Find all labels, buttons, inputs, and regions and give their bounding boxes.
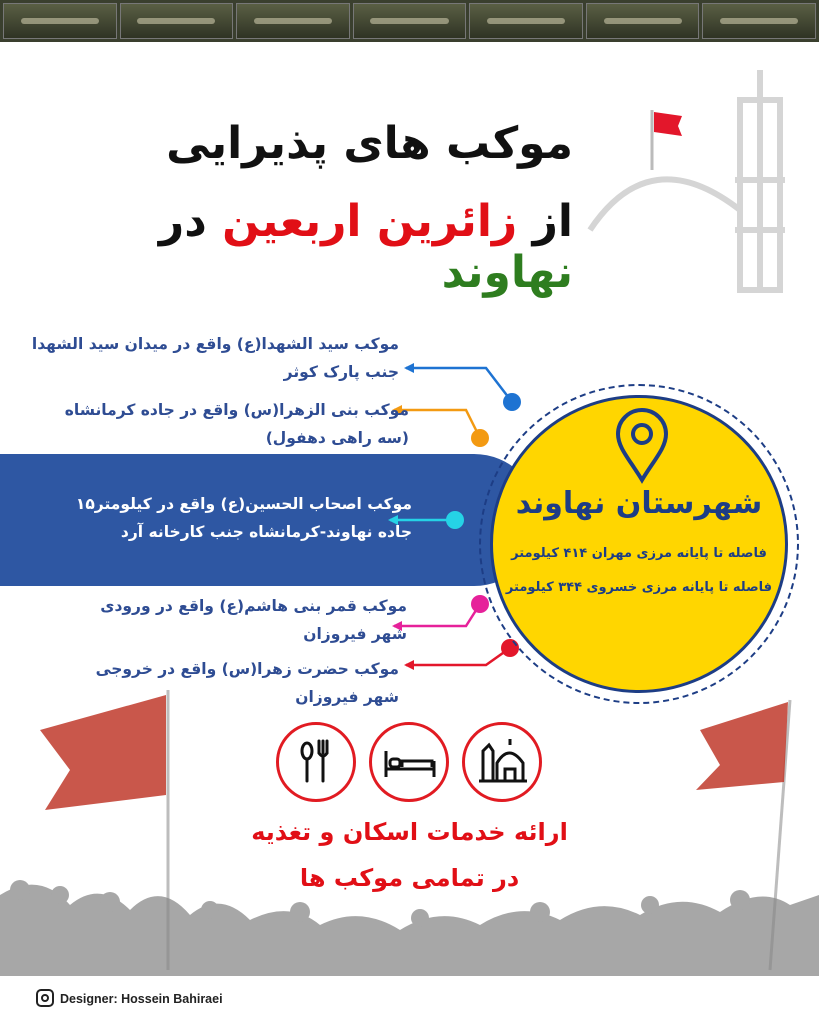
red-flag-left: [40, 695, 166, 810]
services-text-line1: ارائه خدمات اسکان و تغذیه: [251, 818, 568, 846]
title-word-nahavand: نهاوند: [441, 247, 573, 298]
connector-5: [406, 648, 510, 665]
distance-khosravi: فاصله تا پایانه مرزی خسروی ۳۴۴ کیلومتر: [505, 580, 773, 595]
mawkib-item-3: [12, 490, 412, 546]
dot-4: [471, 595, 489, 613]
mawkib-1-line2: جنب پارک کوثر: [283, 363, 399, 381]
mosque-icon: [465, 725, 539, 799]
mawkib-item-1: [0, 330, 399, 386]
location-pin-icon: [612, 408, 672, 484]
bed-service-circle: [369, 722, 449, 802]
connector-1: [406, 368, 512, 402]
instagram-icon: [36, 989, 54, 1007]
designer-credit: Designer: Hossein Bahiraei: [60, 992, 223, 1006]
bed-icon: [372, 725, 446, 799]
mawkib-4-line1: موکب قمر بنی هاشم(ع) واقع در ورودی: [100, 597, 407, 615]
mawkib-3-line1: موکب اصحاب الحسین(ع) واقع در کیلومتر۱۵: [75, 495, 412, 513]
cutlery-icon: [279, 725, 353, 799]
mawkib-5-line2: شهر فیروزان: [295, 688, 399, 706]
mawkib-3-line2: جاده نهاوند-کرمانشاه جنب کارخانه آرد: [120, 523, 412, 541]
red-flag-right: [696, 702, 788, 790]
mawkib-2-line2: (سه راهی دهفول): [265, 429, 409, 447]
services-text-line2: در تمامی موکب ها: [299, 864, 520, 892]
distance-mehran: فاصله تا پایانه مرزی مهران ۴۱۴ کیلومتر: [511, 546, 767, 561]
city-info-circle: [490, 395, 788, 693]
title-word-dar: در: [158, 196, 207, 247]
page-title-line1: موکب های پذیرایی: [166, 118, 573, 169]
mawkib-2-line1: موکب بنی الزهرا(س) واقع در جاده کرمانشاه: [64, 401, 409, 419]
city-name: شهرستان نهاوند: [515, 486, 763, 521]
cutlery-service-circle: [276, 722, 356, 802]
title-word-pilgrims: زائرین اربعین: [222, 196, 518, 247]
dot-2: [471, 429, 489, 447]
mawkib-item-4: [7, 592, 407, 648]
title-word-az: از: [532, 196, 573, 247]
footer: [0, 976, 819, 1024]
mawkib-1-line1: موکب سید الشهدا(ع) واقع در میدان سید الشهدا: [31, 335, 399, 353]
mosque-service-circle: [462, 722, 542, 802]
dot-1: [503, 393, 521, 411]
mawkib-5-line1: موکب حضرت زهرا(س) واقع در خروجی: [95, 660, 399, 678]
mawkib-4-line2: شهر فیروزان: [303, 625, 407, 643]
dot-3: [446, 511, 464, 529]
mawkib-item-2: [9, 396, 409, 452]
